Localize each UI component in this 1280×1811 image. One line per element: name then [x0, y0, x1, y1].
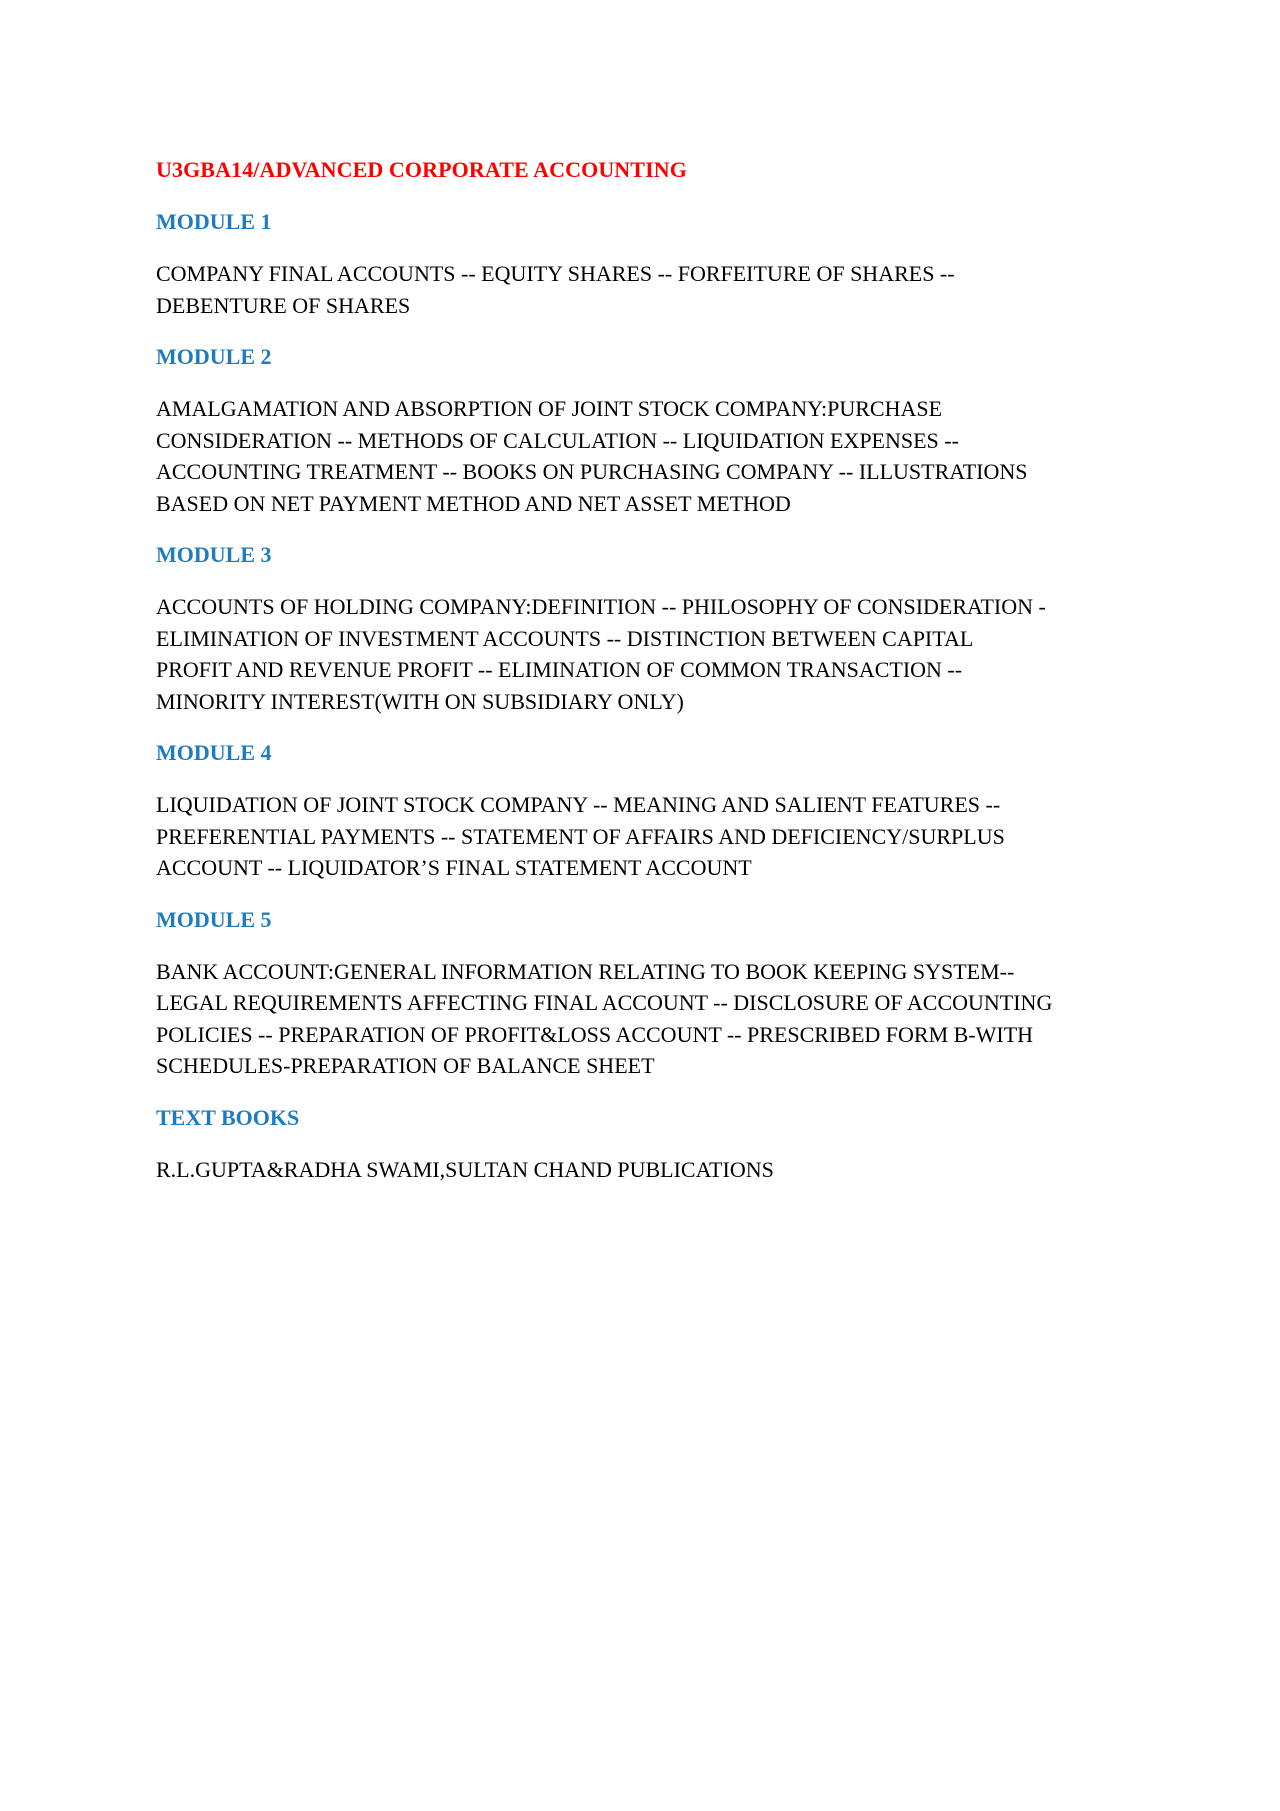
section-heading-module-3: MODULE 3	[156, 542, 272, 567]
section-heading-module-4: MODULE 4	[156, 740, 272, 765]
section-body-module-2: AMALGAMATION AND ABSORPTION OF JOINT STOCK COMPANY:PURCHASE CONSIDERATION -- METHODS OF CALCULATION -- LIQUIDATION EXPENSES -- ACCOUNTING TREATMENT -- BOOKS ON PURCHASING COMPANY -- ILLUSTRATIONS BASED ON NET PAYMENT METHOD AND NET ASSET METHOD	[156, 396, 1028, 516]
section-body-text-books: R.L.GUPTA&RADHA SWAMI,SULTAN CHAND PUBLICATIONS	[156, 1156, 774, 1182]
document-title: U3GBA14/ADVANCED CORPORATE ACCOUNTING	[156, 157, 687, 182]
section-module-1	[156, 206, 1136, 321]
section-body-module-3: ACCOUNTS OF HOLDING COMPANY:DEFINITION -- PHILOSOPHY OF CONSIDERATION - ELIMINATION OF INVESTMENT ACCOUNTS -- DISTINCTION BETWEEN CAPITAL PROFIT AND REVENUE PROFIT -- ELIMINATION OF COMMON TRANSACTION -- MINORITY INTEREST(WITH ON SUBSIDIARY ONLY)	[156, 594, 1046, 714]
section-heading-module-5: MODULE 5	[156, 906, 272, 932]
section-body-module-4: LIQUIDATION OF JOINT STOCK COMPANY -- MEANING AND SALIENT FEATURES -- PREFERENTIAL PAYMENTS -- STATEMENT OF AFFAIRS AND DEFICIENCY/SURPLUS ACCOUNT -- LIQUIDATOR’S FINAL STATEMENT ACCOUNT	[156, 792, 1005, 880]
section-text-books	[156, 1102, 1136, 1186]
section-module-2	[156, 341, 1136, 519]
section-heading-module-1: MODULE 1	[156, 209, 272, 234]
section-heading-text-books: TEXT BOOKS	[156, 1104, 300, 1130]
section-heading-module-2: MODULE 2	[156, 344, 272, 369]
section-module-5	[156, 904, 1136, 1082]
section-module-3	[156, 539, 1136, 717]
document-page	[156, 154, 1136, 1205]
section-body-module-5: BANK ACCOUNT:GENERAL INFORMATION RELATING TO BOOK KEEPING SYSTEM-- LEGAL REQUIREMENTS AFFECTING FINAL ACCOUNT -- DISCLOSURE OF ACCOUNTING POLICIES -- PREPARATION OF PROFIT&LOSS ACCOUNT -- PRESCRIBED FORM B-WITH SCHEDULES-PREPARATION OF BALANCE SHEET	[156, 958, 1053, 1078]
section-module-4	[156, 737, 1136, 884]
section-body-module-1: COMPANY FINAL ACCOUNTS -- EQUITY SHARES -- FORFEITURE OF SHARES -- DEBENTURE OF SHARES	[156, 261, 955, 318]
